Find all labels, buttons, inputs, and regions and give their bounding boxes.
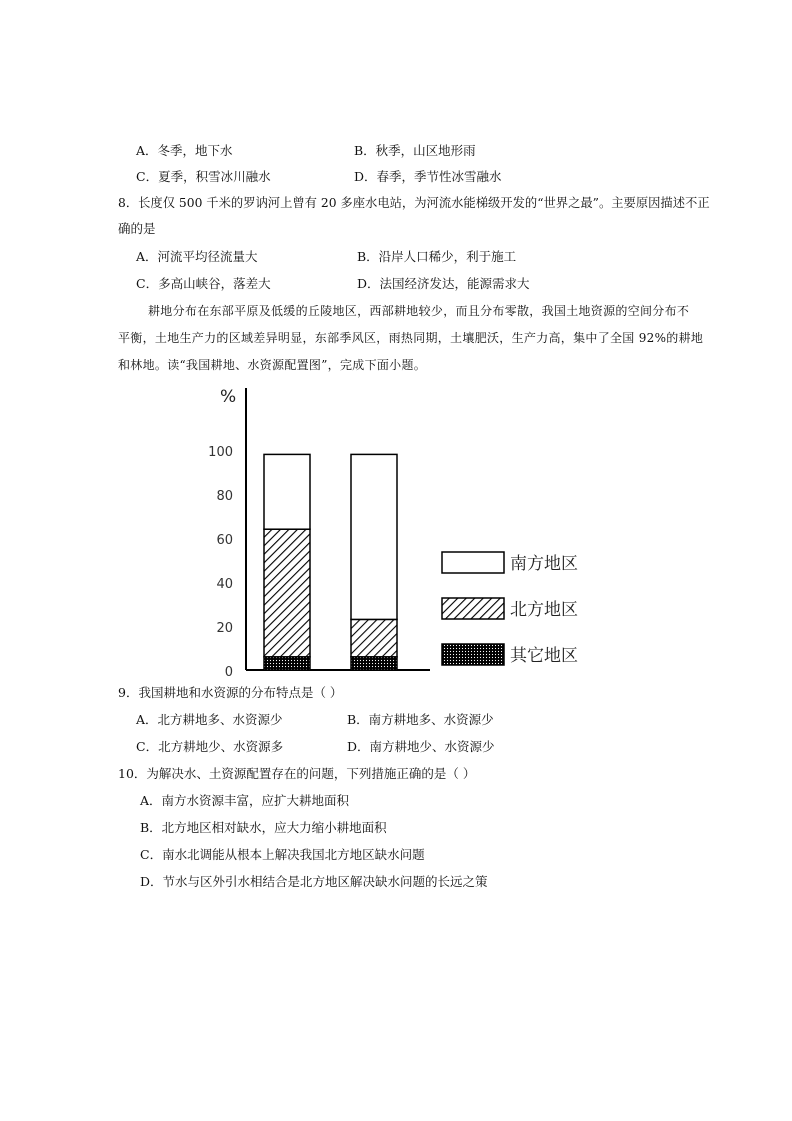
y-tick-label: 80 [216, 489, 233, 504]
y-tick-label: 40 [216, 577, 233, 592]
passage-line2: 平衡，土地生产力的区域差异明显，东部季风区，雨热同期，土壤肥沃，生产力高，集中了全国 92%的耕地 [118, 331, 704, 345]
q7-option-d: D．春季，季节性冰雪融水 [354, 169, 502, 184]
q7-option-c: C．夏季，积雪冰川融水 [136, 169, 271, 184]
q7-option-b: B．秋季，山区地形雨 [354, 143, 476, 158]
y-axis-label: % [220, 387, 237, 407]
q9-option-d: D．南方耕地少、水资源少 [347, 739, 495, 754]
legend-label: 北方地区 [510, 600, 578, 620]
q9-option-a: A．北方耕地多、水资源少 [136, 712, 283, 727]
bar-segment [351, 454, 397, 619]
y-tick-label: 60 [216, 533, 233, 548]
legend-swatch [442, 644, 504, 665]
bar-segment [264, 454, 310, 529]
bar-segment [351, 657, 397, 670]
bar-segment [264, 529, 310, 657]
passage-line1: 耕地分布在东部平原及低缓的丘陵地区，西部耕地较少，而且分布零散，我国土地资源的空间分布不 [148, 304, 690, 318]
q8-stem-line1: 8．长度仅 500 千米的罗讷河上曾有 20 多座水电站，为河流水能梯级开发的“世界之最”。主要原因描述不正 [118, 196, 710, 210]
bar-segment [351, 619, 397, 656]
q10-option-d: D．节水与区外引水相结合是北方地区解决缺水问题的长远之策 [140, 874, 488, 889]
q8-option-b: B．沿岸人口稀少，利于施工 [357, 249, 517, 264]
legend-swatch [442, 598, 504, 619]
q7-option-a: A．冬季，地下水 [136, 143, 233, 158]
q8-stem-line2: 确的是 [118, 221, 156, 236]
q10-option-a: A．南方水资源丰富，应扩大耕地面积 [140, 793, 350, 808]
y-tick-label: 100 [208, 445, 233, 460]
y-tick-label: 0 [224, 665, 233, 680]
q8-option-d: D．法国经济发达，能源需求大 [357, 276, 530, 291]
q8-option-c: C．多高山峡谷，落差大 [136, 276, 271, 291]
q9-option-b: B．南方耕地多、水资源少 [347, 712, 494, 727]
legend-label: 其它地区 [510, 646, 578, 666]
q9-option-c: C．北方耕地少、水资源多 [136, 739, 284, 754]
q10-option-c: C．南水北调能从根本上解决我国北方地区缺水问题 [140, 847, 425, 862]
legend-label: 南方地区 [510, 554, 578, 574]
q10-option-b: B．北方地区相对缺水，应大力缩小耕地面积 [140, 820, 387, 835]
q10-stem: 10．为解决水、土资源配置存在的问题，下列措施正确的是（ ） [118, 766, 476, 781]
q9-stem: 9．我国耕地和水资源的分布特点是（ ） [118, 685, 343, 700]
bar-segment [264, 657, 310, 670]
passage-line3: 和林地。读“我国耕地、水资源配置图”，完成下面小题。 [118, 358, 427, 372]
q8-option-a: A．河流平均径流量大 [136, 249, 258, 264]
farmland-water-chart [200, 380, 620, 680]
legend-swatch [442, 552, 504, 573]
y-tick-label: 20 [216, 621, 233, 636]
